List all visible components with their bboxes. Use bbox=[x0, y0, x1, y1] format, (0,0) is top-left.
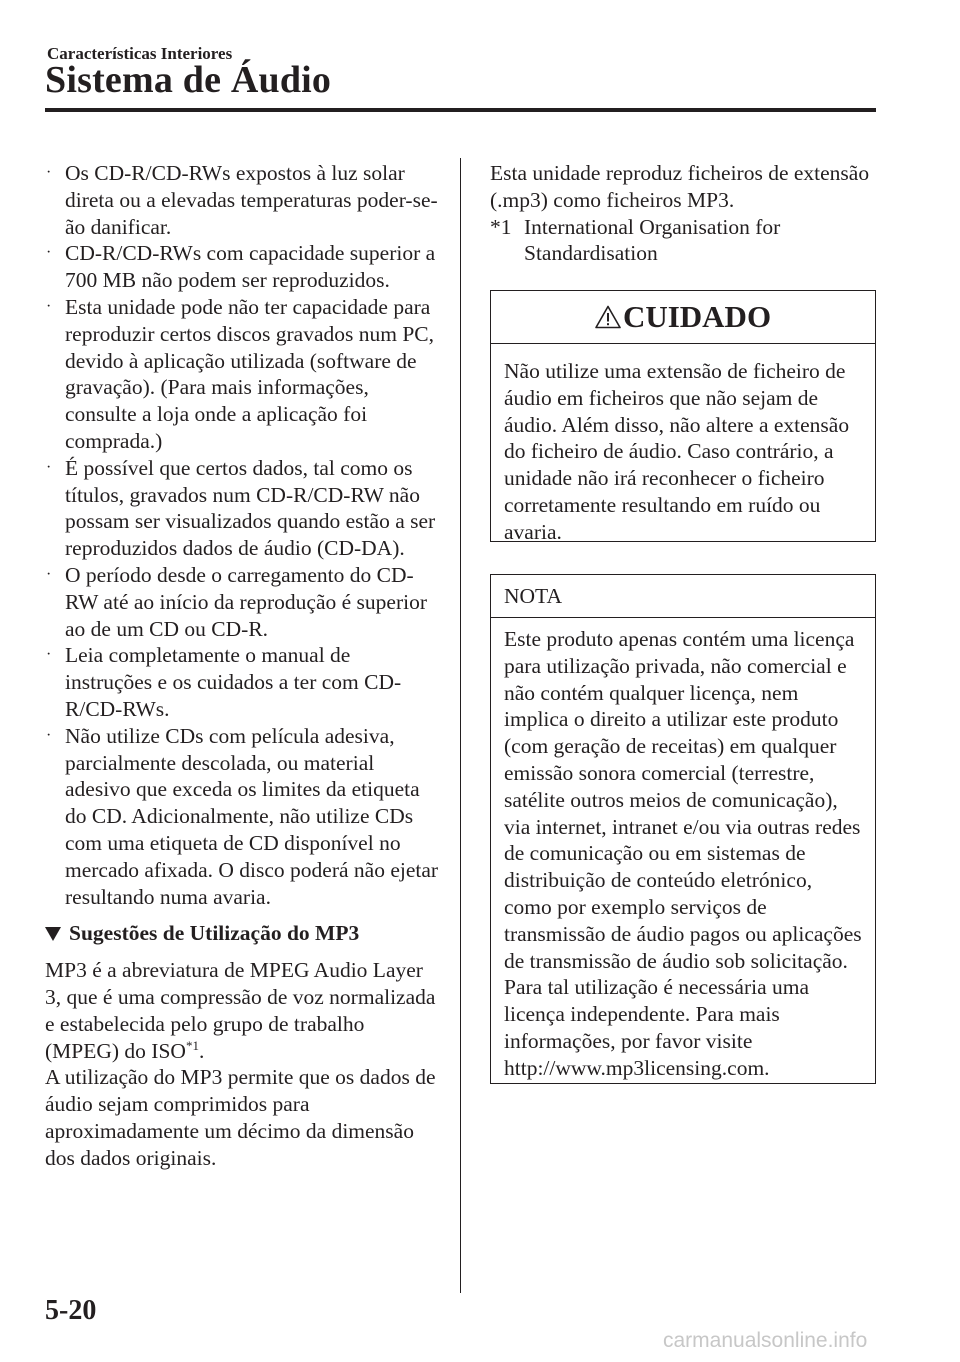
bullet-icon: · bbox=[46, 458, 52, 476]
list-item: · Não utilize CDs com película adesiva, parcialmente descolada, ou material adesivo que exceda os limites da etiqueta do CD. Adicionalmente, não utilize CDs com uma etiqueta de CD disponível no mercado afixada. O disco poderá não ejetar resultando numa avaria. bbox=[46, 723, 439, 909]
page-title: Sistema de Áudio bbox=[45, 59, 332, 101]
left-column bbox=[45, 160, 440, 1171]
list-item: · Os CD-R/CD-RWs expostos à luz solar direta ou a elevadas temperaturas poder-se-ão danificar. bbox=[46, 161, 438, 239]
list-item: · CD-R/CD-RWs com capacidade superior a 700 MB não podem ser reproduzidos. bbox=[46, 241, 436, 293]
note-box bbox=[490, 574, 876, 1084]
right-column bbox=[490, 160, 877, 267]
bullet-icon: · bbox=[46, 244, 52, 262]
footnote-text: International Organisation for Standardisation bbox=[524, 214, 781, 266]
footnote-reference: *1 bbox=[185, 1037, 199, 1053]
list-item: · O período desde o carregamento do CD-RW até ao início da reprodução é superior ao de um CD ou CD-R. bbox=[46, 562, 427, 641]
bullet-icon: · bbox=[46, 565, 52, 583]
mp3-definition-paragraph: MP3 é a abreviatura de MPEG Audio Layer 3, que é uma compressão de voz normalizada e estabelecida pelo grupo de trabalho (MPEG) do ISO$^{*1}$. bbox=[45, 958, 436, 1063]
bullet-icon: · bbox=[46, 726, 52, 744]
bullet-icon: · bbox=[46, 297, 52, 315]
list-item: · Esta unidade pode não ter capacidade para reproduzir certos discos gravados num PC, devido à aplicação utilizada (software de gravação). (Para mais informações, consulte a loja onde a aplicação foi comprada.) bbox=[46, 294, 435, 453]
page-number: 5-20 bbox=[45, 1295, 97, 1326]
column-divider bbox=[460, 158, 461, 1293]
note-heading: NOTA bbox=[491, 575, 875, 618]
cd-precautions-list bbox=[45, 160, 440, 910]
caution-body: Não utilize uma extensão de ficheiro de áudio em ficheiros que não sejam de áudio. Além disso, não altere a extensão do ficheiro de áudio. Caso contrário, a unidade não irá reconhecer o ficheiro corretamente resultando em ruído ou avaria. bbox=[504, 359, 850, 544]
warning-triangle-icon bbox=[595, 305, 621, 329]
header-section-label: Características Interiores bbox=[47, 44, 233, 63]
footnote bbox=[490, 214, 877, 268]
mp3-compression-paragraph: A utilização do MP3 permite que os dados de áudio sejam comprimidos para aproximadamente um décimo da dimensão dos dados originais. bbox=[45, 1065, 436, 1170]
caution-heading: CUIDADO bbox=[491, 291, 875, 344]
note-body: Este produto apenas contém uma licença para utilização privada, não comercial e não contém qualquer licença, nem implica o direito a utilizar este produto (com geração de receitas) em qualquer emissão sonora comercial (terrestre, satélite outros meios de comunicação), via internet, intranet e/ou via outras redes de comunicação ou em sistemas de distribuição de conteúdo eletrónico, como por exemplo serviços de transmissão de áudio pagos ou aplicações de transmissão de áudio sob solicitação. Para tal utilização é necessária uma licença independente. Para mais informações, por favor visite http://www.mp3licensing.com. bbox=[504, 627, 862, 1080]
triangle-down-icon bbox=[45, 927, 61, 941]
list-item: · Leia completamente o manual de instruções e os cuidados a ter com CD-R/CD-RWs. bbox=[46, 643, 402, 721]
mp3-extension-paragraph: Esta unidade reproduz ficheiros de extensão (.mp3) como ficheiros MP3. bbox=[490, 161, 870, 212]
footnote-mark: *1 bbox=[490, 214, 512, 239]
bullet-icon: · bbox=[46, 646, 52, 664]
bullet-icon: · bbox=[46, 164, 52, 181]
list-item: · É possível que certos dados, tal como os títulos, gravados num CD-R/CD-RW não possam ser visualizados quando estão a ser reproduzidos dados de áudio (CD-DA). bbox=[46, 455, 436, 561]
caution-box bbox=[490, 290, 876, 542]
mp3-tips-heading: Sugestões de Utilização do MP3 bbox=[45, 920, 440, 947]
header-rule bbox=[45, 108, 876, 112]
watermark: carmanualsonline.info bbox=[663, 1329, 868, 1352]
